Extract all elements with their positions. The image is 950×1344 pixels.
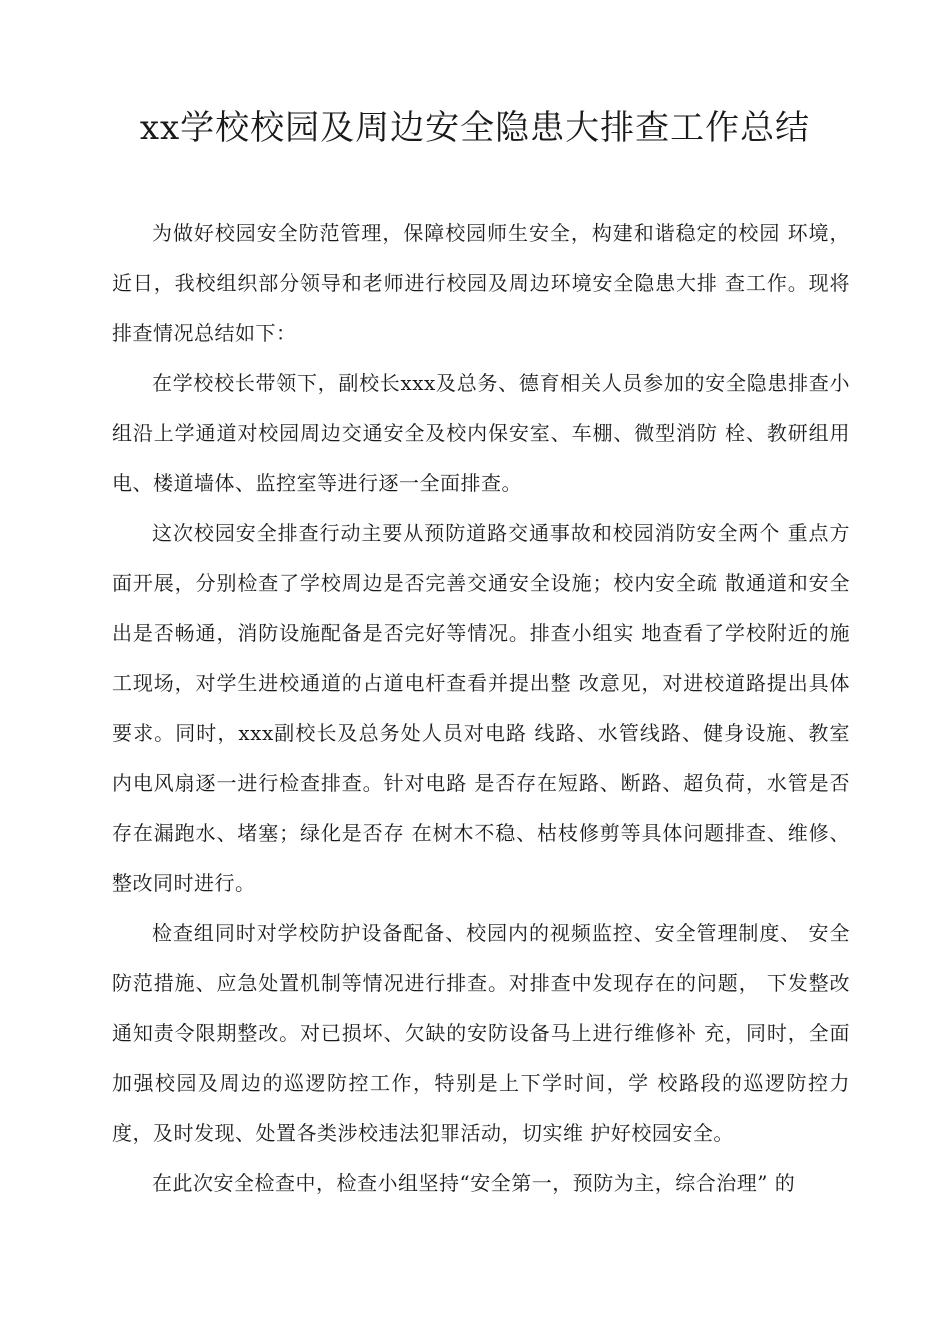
paragraph: 这次校园安全排查行动主要从预防道路交通事故和校园消防安全两个 重点方面开展，分别检查了学校周边是否完善交通安全设施；校内安全疏 散通道和安全出是否畅通，消防设施配备是否完好等情况。排查小组实 地查看了学校附近的施工现场，对学生进校通道的占道电杆查看并提出整 改意见，对进校道路提出具体要求。同时，xxx副校长及总务处人员对电路 线路、水管线路、健身设施、教室内电风扇逐一进行检查排查。针对电路 是否存在短路、断路、超负荷，水管是否存在漏跑水、堵塞；绿化是否存 在树木不稳、枯枝修剪等具体问题排查、维修、整改同时进行。 xyxy=(112,521,850,895)
paragraph: 在学校校长带领下，副校长xxx及总务、德育相关人员参加的安全隐患排查小组沿上学通道对校园周边交通安全及校内保安室、车棚、微型消防 栓、教研组用电、楼道墙体、监控室等进行逐一全面排查。 xyxy=(112,371,850,495)
paragraph: 检查组同时对学校防护设备配备、校园内的视频监控、安全管理制度、 安全防范措施、应急处置机制等情况进行排查。对排查中发现存在的问题， 下发整改通知责令限期整改。对已损坏、欠缺的安防设备马上进行维修补 充，同时，全面加强校园及周边的巡逻防控工作，特别是上下学时间，学 校路段的巡逻防控力度，及时发现、处置各类涉校违法犯罪活动，切实维 护好校园安全。 xyxy=(112,921,850,1145)
document-title: xx学校校园及周边安全隐患大排查工作总结 xyxy=(139,108,811,148)
document-body xyxy=(112,208,850,1208)
paragraph: 为做好校园安全防范管理，保障校园师生安全，构建和谐稳定的校园 环境，近日，我校组织部分领导和老师进行校园及周边环境安全隐患大排 查工作。现将排查情况总结如下： xyxy=(112,221,850,345)
paragraph: 在此次安全检查中，检查小组坚持“安全第一，预防为主，综合治理” 的 xyxy=(152,1171,796,1195)
